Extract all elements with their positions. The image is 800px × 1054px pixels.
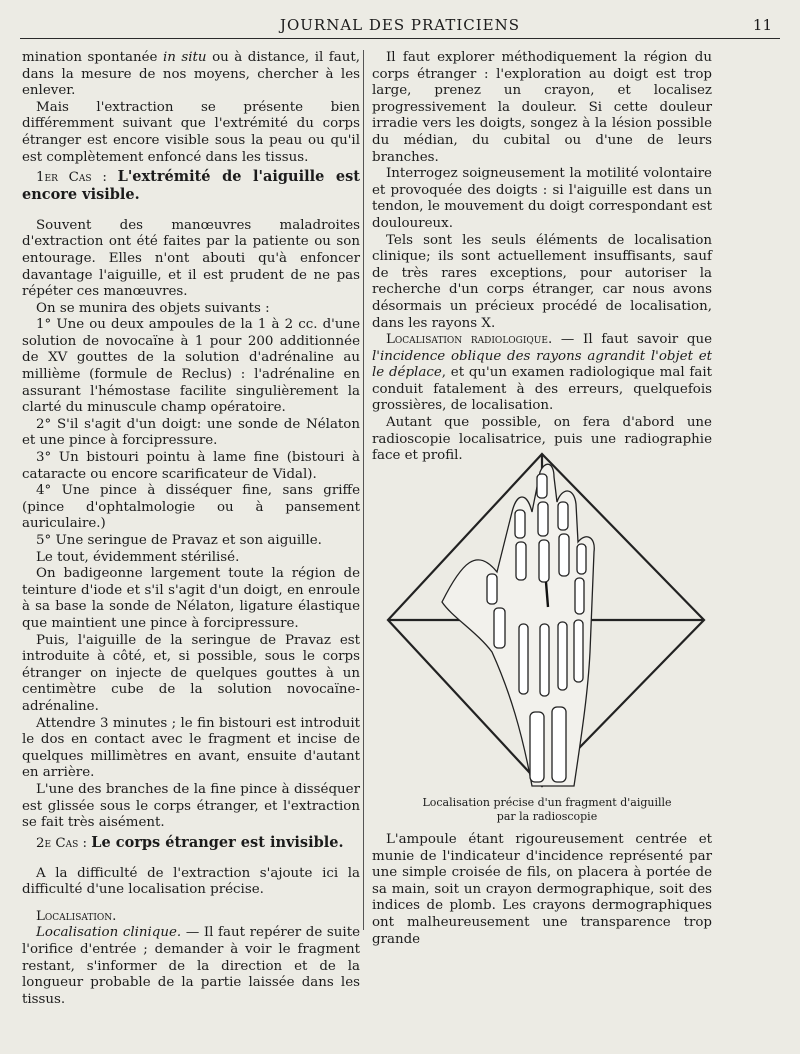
page-number: 11 — [752, 16, 772, 34]
left-paragraph-13: Attendre 3 minutes ; le fin bistouri est introduit le dos en contact avec le fragment et incise de quelques millimètres en avant, ensuite d'autant en arrière. — [22, 715, 360, 781]
caption-line-1: Localisation précise d'un fragment d'aiguille — [422, 796, 672, 809]
right-paragraph-6: L'ampoule étant rigoureusement centrée et munie de l'indicateur d'incidence représenté par une simple croisée de fils, on placera à portée de sa main, soit un crayon dermographique, soit des indices de plomb. Les crayons dermographiques ont malheureusement une transparence trop grande — [372, 832, 712, 947]
right-paragraph-2: Interrogez soigneusement la motilité volontaire et provoquée des doigts : si l'aiguille est dans un tendon, le mouvement du doigt correspondant est douloureux. — [372, 166, 712, 231]
hand-xray-figure — [382, 452, 712, 792]
left-paragraph-15: A la difficulté de l'extraction s'ajoute ici la difficulté d'une localisation précise. — [22, 865, 360, 898]
right-paragraph-4: Localisation radiologique. — Il faut savoir que l'incidence oblique des rayons agrandit l'objet et le déplace, et qu'un examen radiologique mal fait conduit fatalement à des erreurs, quelquefois grossières, de localisation. — [372, 332, 712, 414]
left-paragraph-11: On badigeonne largement toute la région de teinture d'iode et s'il s'agit d'un doigt, en enroule à sa base la sonde de Nélaton, ligature élastique que maintient une pince à forcipressure. — [22, 566, 360, 631]
left-paragraph-8: 4° Une pince à disséquer fine, sans griffe (pince d'ophtalmologie ou à pansement auriculaire.) — [22, 483, 360, 532]
journal-title: JOURNAL DES PRATICIENS — [279, 16, 521, 34]
right-paragraph-5: Autant que possible, on fera d'abord une radioscopie localisatrice, puis une radiographie face et profil. — [372, 415, 712, 464]
caption-line-2: par la radioscopie — [496, 810, 598, 823]
hand-bones — [442, 464, 594, 786]
right-paragraph-3: Tels sont les seuls éléments de localisation clinique; ils sont actuellement insuffisants, sauf de très rares exceptions, pour autoriser la recherche d'un corps étranger, car nous avons désormais un précieux procédé de localisation, dans les rayons X. — [372, 232, 712, 331]
figure-caption — [392, 796, 702, 824]
left-paragraph-6: 2° S'il s'agit d'un doigt: une sonde de Nélaton et une pince à forcipressure. — [22, 416, 360, 449]
left-paragraph-12: Puis, l'aiguille de la seringue de Pravaz est introduite à côté, et, si possible, sous le corps étranger on injecte de quelques gouttes à un centimètre cube de la solution novocaïne-adrénaline. — [22, 632, 360, 714]
case-1-heading: 1er Cas : L'extrémité de l'aiguille est encore visible. — [22, 168, 360, 203]
column-divider — [363, 50, 364, 930]
left-paragraph-4: On se munira des objets suivants : — [36, 300, 270, 316]
localisation-heading: Localisation. — [36, 908, 117, 924]
right-column — [372, 50, 712, 465]
left-paragraph-1: mination spontanée in situ ou à distance, il faut, dans la mesure de nos moyens, chercher à les enlever. — [22, 50, 360, 99]
left-paragraph-3: Souvent des manœuvres maladroites d'extraction ont été faites par la patiente ou son entourage. Elles n'ont abouti qu'à enfoncer davantage l'aiguille, et il est prudent de ne pas répéter ces manœuvres. — [22, 217, 360, 300]
left-column — [22, 50, 360, 1008]
left-paragraph-5: 1° Une ou deux ampoules de la 1 à 2 cc. d'une solution de novocaïne à 1 pour 200 additionnée de XV gouttes de la solution d'adrénaline au millième (formule de Reclus) : l'adrénaline en assurant l'hémostase facilite singulièrement la clarté du minuscule champ opératoire. — [22, 317, 360, 416]
right-paragraph-1: Il faut explorer méthodiquement la région du corps étranger : l'exploration au doigt est trop large, prenez un crayon, et localisez progressivement la douleur. Si cette douleur irradie vers les doigts, songez à la lésion possible du médian, du cubital ou d'une de leurs branches. — [372, 50, 712, 165]
left-paragraph-2: Mais l'extraction se présente bien différemment suivant que l'extrémité du corps étranger est encore visible sous la peau ou qu'il est complètement enfoncé dans les tissus. — [22, 99, 360, 165]
left-paragraph-7: 3° Un bistouri pointu à lame fine (bistouri à cataracte ou encore scarificateur de Vidal). — [22, 450, 360, 482]
left-paragraph-16: Localisation clinique. — Il faut repérer de suite l'orifice d'entrée ; demander à voir le fragment restant, s'informer de la direction et de la longueur probable de la partie laissée dans les tissus. — [22, 925, 361, 1007]
left-paragraph-14: L'une des branches de la fine pince à disséquer est glissée sous le corps étranger, et l'extraction se fait très aisément. — [22, 781, 360, 831]
right-column-continued — [372, 832, 712, 948]
page-header — [20, 14, 780, 39]
left-paragraph-9: 5° Une seringue de Pravaz et son aiguille. — [36, 533, 322, 549]
case-2-heading: 2e Cas : Le corps étranger est invisible. — [36, 833, 344, 851]
left-paragraph-10: Le tout, évidemment stérilisé. — [36, 549, 240, 565]
